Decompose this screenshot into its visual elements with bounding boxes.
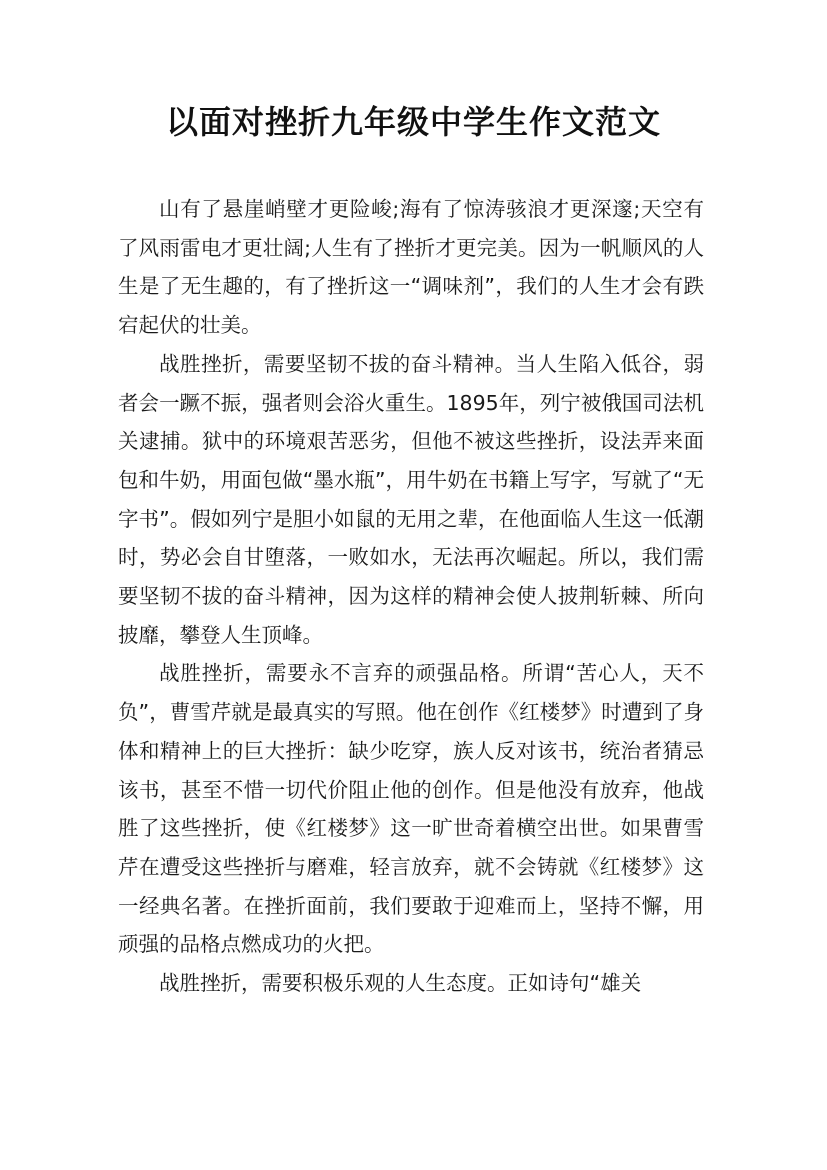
paragraph-optimism: 战胜挫折，需要积极乐观的人生态度。正如诗句“雄关 bbox=[159, 971, 642, 996]
paragraph-intro: 山有了悬崖峭壁才更险峻;海有了惊涛骇浪才更深邃;天空有了风雨雷电才更壮阔;人生有了挫折才更完美。因为一帆顺风的人生是了无生趣的，有了挫折这一“调味剂”，我们的人生才会有跌宕起伏的壮美。 bbox=[118, 197, 704, 338]
document-body bbox=[118, 190, 704, 1003]
document-title: 以面对挫折九年级中学生作文范文 bbox=[165, 103, 661, 141]
paragraph-perseverance: 战胜挫折，需要坚韧不拔的奋斗精神。当人生陷入低谷，弱者会一蹶不振，强者则会浴火重生。1895年，列宁被俄国司法机关逮捕。狱中的环境艰苦恶劣，但他不被这些挫折，设法弄来面包和牛奶，用面包做“墨水瓶”，用牛奶在书籍上写字，写就了“无字书”。假如列宁是胆小如鼠的无用之辈，在他面临人生这一低潮时，势必会自甘堕落，一败如水，无法再次崛起。所以，我们需要坚韧不拔的奋斗精神，因为这样的精神会使人披荆斩棘、所向披靡，攀登人生顶峰。 bbox=[118, 351, 704, 647]
paragraph-tenacity: 战胜挫折，需要永不言弃的顽强品格。所谓“苦心人，天不负”，曹雪芹就是最真实的写照。他在创作《红楼梦》时遭到了身体和精神上的巨大挫折：缺少吃穿，族人反对该书，统治者猜忌该书，甚至不惜一切代价阻止他的创作。但是他没有放弃，他战胜了这些挫折，使《红楼梦》这一旷世奇着横空出世。如果曹雪芹在遭受这些挫折与磨难，轻言放弃，就不会铸就《红楼梦》这一经典名著。在挫折面前，我们要敢于迎难而上，坚持不懈，用顽强的品格点燃成功的火把。 bbox=[118, 661, 704, 957]
